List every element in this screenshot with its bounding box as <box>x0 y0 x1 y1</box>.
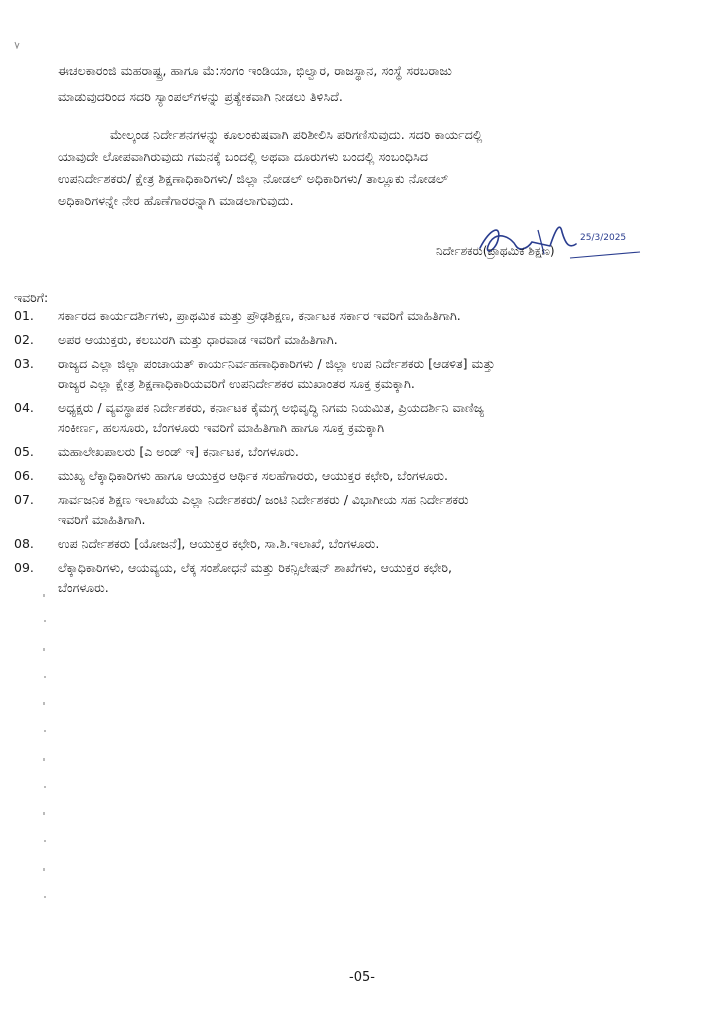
paragraph-2-line-1: ಮೇಲ್ಕಂಡ ನಿರ್ದೇಶನಗಳನ್ನು ಕೂಲಂಕುಷವಾಗಿ ಪರಿಶೀಲಿಸಿ ಪರಿಗಣಿಸುವುದು. ಸದರಿ ಕಾರ್ಯದಲ್ಲಿ <box>110 127 483 142</box>
recipient-text: ಸಾರ್ವಜನಿಕ ಶಿಕ್ಷಣ ಇಲಾಖೆಯ ಎಲ್ಲಾ ನಿರ್ದೇಶಕರು/ ಜಂಟಿ ನಿರ್ದೇಶಕರು / ವಿಭಾಗೀಯ ಸಹ ನಿರ್ದೇಶಕರು <box>58 492 469 507</box>
recipient-item <box>14 534 704 554</box>
recipient-number: 05. <box>14 444 34 459</box>
recipient-item <box>14 330 704 350</box>
recipient-number: 08. <box>14 536 34 551</box>
recipient-item <box>14 306 704 326</box>
recipient-item <box>14 490 704 530</box>
recipient-text: ಲೆಕ್ಕಾಧಿಕಾರಿಗಳು, ಆಯವ್ಯಯ, ಲೆಕ್ಕ ಸಂಶೋಧನೆ ಮತ್ತು ರಿಕನ್ಸಿಲೇಷನ್ ಶಾಖೆಗಳು, ಆಯುಕ್ತರ ಕಛೇರಿ, <box>58 560 452 575</box>
recipient-item <box>14 442 704 462</box>
page-number: -05- <box>349 970 375 985</box>
paragraph-2-line-2: ಯಾವುದೇ ಲೋಪವಾಗಿರುವುದು ಗಮನಕ್ಕೆ ಬಂದಲ್ಲಿ ಅಥವಾ ದೂರುಗಳು ಬಂದಲ್ಲಿ ಸಂಬಂಧಿಸಿದ <box>58 149 429 164</box>
recipient-text: ಅಪರ ಆಯುಕ್ತರು, ಕಲಬುರಗಿ ಮತ್ತು ಧಾರವಾಡ ಇವರಿಗೆ ಮಾಹಿತಿಗಾಗಿ. <box>58 332 338 347</box>
recipient-number: 02. <box>14 332 34 347</box>
signature-date: 25/3/2025 <box>580 233 627 243</box>
recipient-text-continued: ಬೆಂಗಳೂರು. <box>58 580 109 595</box>
recipient-text: ಮುಖ್ಯ ಲೆಕ್ಕಾಧಿಕಾರಿಗಳು ಹಾಗೂ ಆಯುಕ್ತರ ಆರ್ಥಿಕ ಸಲಹೆಗಾರರು, ಆಯುಕ್ತರ ಕಛೇರಿ, ಬೆಂಗಳೂರು. <box>58 468 448 483</box>
recipient-item <box>14 398 704 438</box>
recipient-text: ರಾಜ್ಯದ ಎಲ್ಲಾ ಜಿಲ್ಲಾ ಪಂಚಾಯತ್ ಕಾರ್ಯನಿರ್ವಹಣಾಧಿಕಾರಿಗಳು / ಜಿಲ್ಲಾ ಉಪ ನಿರ್ದೇಶಕರು [ಆಡಳಿತ] ಮತ್ತು <box>58 356 496 371</box>
recipient-text: ಮಹಾಲೇಖಪಾಲರು [ಎ ಅಂಡ್ ಇ] ಕರ್ನಾಟಕ, ಬೆಂಗಳೂರು. <box>58 444 299 459</box>
paragraph-2 <box>58 124 482 212</box>
recipient-text-continued: ರಾಜ್ಯರ ಎಲ್ಲಾ ಕ್ಷೇತ್ರ ಶಿಕ್ಷಣಾಧಿಕಾರಿಯವರಿಗೆ ಉಪನಿರ್ದೇಶಕರ ಮುಖಾಂತರ ಸೂಕ್ತ ಕ್ರಮಕ್ಕಾಗಿ. <box>58 376 415 391</box>
recipient-item <box>14 354 704 394</box>
recipient-text: ಸರ್ಕಾರದ ಕಾರ್ಯದರ್ಶಿಗಳು, ಪ್ರಾಥಮಿಕ ಮತ್ತು ಪ್ರೌಢಶಿಕ್ಷಣ, ಕರ್ನಾಟಕ ಸರ್ಕಾರ ಇವರಿಗೆ ಮಾಹಿತಿಗಾಗಿ. <box>58 308 461 323</box>
recipient-text: ಅಧ್ಯಕ್ಷರು / ವ್ಯವಸ್ಥಾಪಕ ನಿರ್ದೇಶಕರು, ಕರ್ನಾಟಕ ಕೈಮಗ್ಗ ಅಭಿವೃದ್ಧಿ ನಿಗಮ ನಿಯಮಿತ, ಪ್ರಿಯದರ್ಶಿನಿ ವಾಣಿಜ್ಯ <box>58 400 484 415</box>
paragraph-2-line-3: ಉಪನಿರ್ದೇಶಕರು/ ಕ್ಷೇತ್ರ ಶಿಕ್ಷಣಾಧಿಕಾರಿಗಳು/ ಜಿಲ್ಲಾ ನೋಡಲ್ ಅಧಿಕಾರಿಗಳು/ ತಾಲ್ಲೂಕು ನೋಡಲ್ <box>58 171 449 186</box>
recipient-number: 03. <box>14 356 34 371</box>
recipient-number: 09. <box>14 560 34 575</box>
recipient-item <box>14 558 704 598</box>
recipient-text-continued: ಸಂಕೀರ್ಣ, ಹಲಸೂರು, ಬೆಂಗಳೂರು ಇವರಿಗೆ ಮಾಹಿತಿಗಾಗಿ ಹಾಗೂ ಸೂಕ್ತ ಕ್ರಮಕ್ಕಾಗಿ <box>58 420 385 435</box>
signatory-designation: ನಿರ್ದೇಶಕರು(ಪ್ರಾಥಮಿಕ ಶಿಕ್ಷಣ) <box>436 244 555 258</box>
recipient-item <box>14 466 704 486</box>
recipient-number: 01. <box>14 308 34 323</box>
scan-mark <box>14 34 20 42</box>
recipient-text-continued: ಇವರಿಗೆ ಮಾಹಿತಿಗಾಗಿ. <box>58 512 146 527</box>
recipients-heading: ಇವರಿಗೆ: <box>14 290 49 305</box>
recipient-number: 07. <box>14 492 34 507</box>
recipient-text: ಉಪ ನಿರ್ದೇಶಕರು [ಯೋಜನೆ], ಆಯುಕ್ತರ ಕಛೇರಿ, ಸಾ.ಶಿ.ಇಲಾಖೆ, ಬೆಂಗಳೂರು. <box>58 536 380 551</box>
recipient-number: 06. <box>14 468 34 483</box>
paragraph-1-line-1: ಈಚಲಕಾರಂಜಿ ಮಹರಾಷ್ಟ್ರ, ಹಾಗೂ ಮೆ:ಸಂಗಂ ಇಂಡಿಯಾ, ಭಿಲ್ವಾರ, ರಾಜಸ್ಥಾನ, ಸಂಸ್ಥೆ ಸರಬರಾಜು <box>58 63 452 78</box>
recipient-number: 04. <box>14 400 34 415</box>
paragraph-1-line-2: ಮಾಡುವುದರಿಂದ ಸದರಿ ಸ್ಯಾಂಪಲ್‌ಗಳನ್ನು ಪ್ರತ್ಯೇಕವಾಗಿ ನೀಡಲು ತಿಳಿಸಿದೆ. <box>58 89 343 104</box>
recipients-list <box>14 306 704 602</box>
paragraph-2-line-4: ಅಧಿಕಾರಿಗಳನ್ನೇ ನೇರ ಹೊಣೆಗಾರರನ್ನಾಗಿ ಮಾಡಲಾಗುವುದು. <box>58 193 294 208</box>
scan-margin-marks <box>40 590 50 930</box>
